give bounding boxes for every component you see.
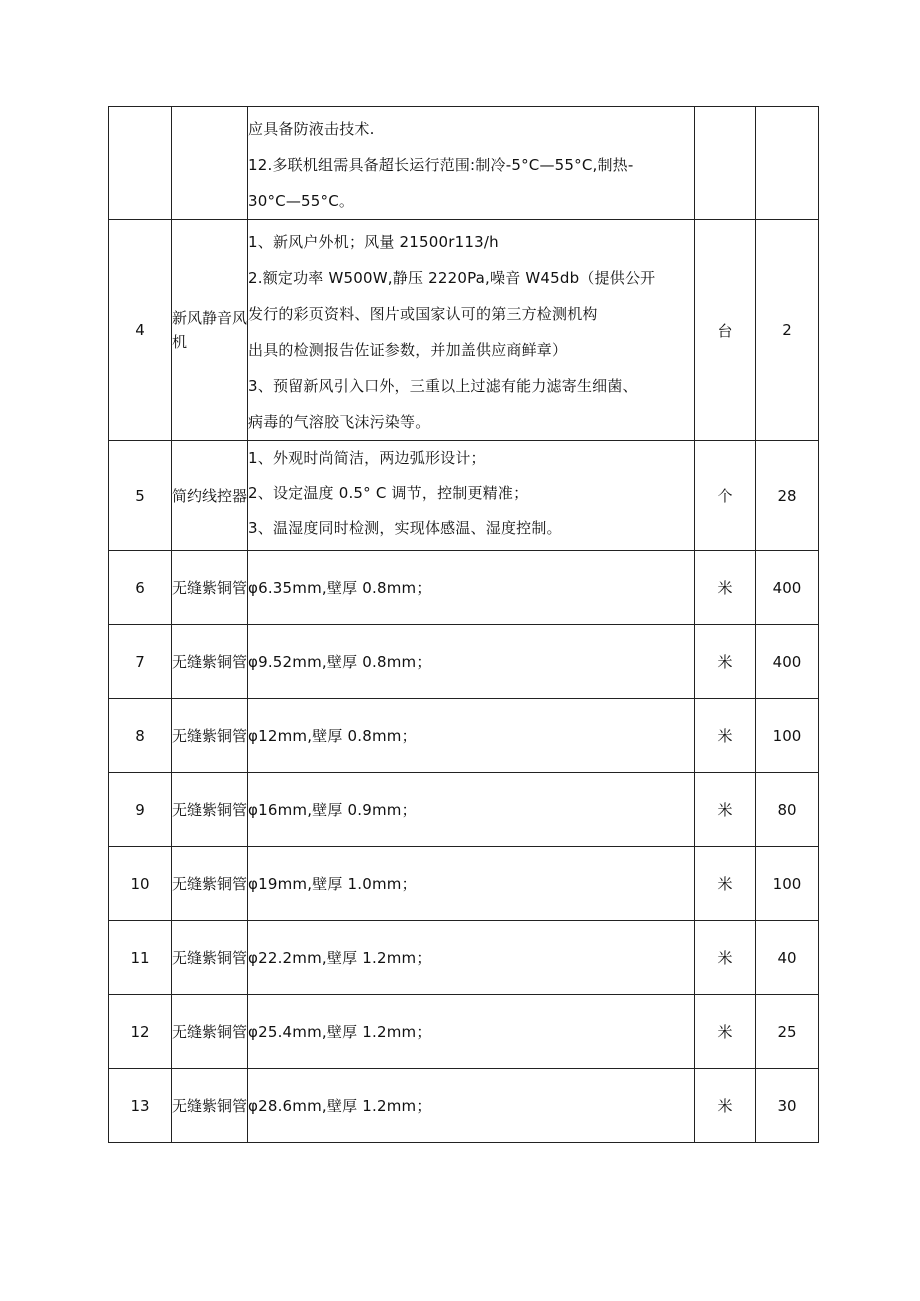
item-specification [248,847,695,921]
spec-line: φ6.35mm,壁厚 0.8mm； [248,578,432,597]
spec-line: 12.多联机组需具备超长运行范围:制冷-5°C—55°C,制热- [248,156,634,174]
table-row [109,441,819,551]
item-specification [248,921,695,995]
item-quantity: 30 [756,1069,819,1143]
item-name [172,107,248,220]
spec-line: φ25.4mm,壁厚 1.2mm； [248,1022,432,1041]
item-unit: 米 [695,551,756,625]
item-number: 5 [109,441,172,551]
item-specification [248,995,695,1069]
item-quantity [756,107,819,220]
item-specification [248,1069,695,1143]
spec-line: φ12mm,壁厚 0.8mm； [248,726,417,745]
item-unit: 米 [695,847,756,921]
table-row [109,107,819,220]
item-unit: 米 [695,921,756,995]
item-unit: 米 [695,995,756,1069]
item-number: 13 [109,1069,172,1143]
item-quantity: 2 [756,220,819,441]
item-name: 无缝紫铜管 [172,699,248,773]
table-row [109,625,819,699]
spec-line: 1、外观时尚简洁，两边弧形设计； [248,449,486,467]
spec-line: 病毒的气溶胶飞沫污染等。 [248,413,431,431]
item-name: 无缝紫铜管 [172,1069,248,1143]
spec-line: 3、温湿度同时检测，实现体感温、湿度控制。 [248,519,562,537]
item-unit [695,107,756,220]
spec-line: 应具备防液击技术. [248,120,375,138]
item-number: 9 [109,773,172,847]
item-specification [248,107,695,220]
table-row [109,551,819,625]
spec-line: φ22.2mm,壁厚 1.2mm； [248,948,432,967]
spec-table-body [109,107,819,1143]
item-unit: 米 [695,773,756,847]
item-unit: 米 [695,625,756,699]
item-number: 8 [109,699,172,773]
item-unit: 台 [695,220,756,441]
table-row [109,995,819,1069]
spec-line: 出具的检测报告佐证参数，并加盖供应商鲜章） [248,341,568,359]
item-name: 新风静音风机 [172,220,248,441]
item-number: 4 [109,220,172,441]
item-specification [248,220,695,441]
item-number: 6 [109,551,172,625]
spec-line: 2.额定功率 W500W,静压 2220Pa,噪音 W45db（提供公开 [248,269,656,287]
item-quantity: 40 [756,921,819,995]
item-specification [248,441,695,551]
item-name: 无缝紫铜管 [172,773,248,847]
table-row [109,220,819,441]
spec-line: 1、新风户外机；风量 21500r113/h [248,233,499,251]
item-quantity: 100 [756,847,819,921]
item-specification [248,551,695,625]
item-quantity: 25 [756,995,819,1069]
item-number: 7 [109,625,172,699]
item-unit: 个 [695,441,756,551]
table-row [109,847,819,921]
item-number [109,107,172,220]
item-name: 简约线控器 [172,441,248,551]
table-row [109,921,819,995]
spec-line: φ9.52mm,壁厚 0.8mm； [248,652,432,671]
item-number: 11 [109,921,172,995]
item-unit: 米 [695,1069,756,1143]
spec-line: φ28.6mm,壁厚 1.2mm； [248,1096,432,1115]
spec-line: 发行的彩页资料、图片或国家认可的第三方检测机构 [248,305,598,323]
item-name: 无缝紫铜管 [172,995,248,1069]
item-number: 10 [109,847,172,921]
item-quantity: 400 [756,551,819,625]
item-quantity: 28 [756,441,819,551]
item-name: 无缝紫铜管 [172,847,248,921]
spec-line: φ16mm,壁厚 0.9mm； [248,800,417,819]
item-specification [248,773,695,847]
item-name: 无缝紫铜管 [172,625,248,699]
item-name: 无缝紫铜管 [172,551,248,625]
item-specification [248,625,695,699]
spec-line: 2、设定温度 0.5° C 调节，控制更精准； [248,484,529,502]
spec-line: 30°C—55°C。 [248,192,355,210]
item-specification [248,699,695,773]
item-quantity: 100 [756,699,819,773]
spec-line: 3、预留新风引入口外，三重以上过滤有能力滤寄生细菌、 [248,377,638,395]
table-row [109,699,819,773]
item-unit: 米 [695,699,756,773]
item-name: 无缝紫铜管 [172,921,248,995]
equipment-spec-table [108,106,819,1143]
item-quantity: 400 [756,625,819,699]
item-number: 12 [109,995,172,1069]
table-row [109,773,819,847]
table-row [109,1069,819,1143]
item-quantity: 80 [756,773,819,847]
spec-line: φ19mm,壁厚 1.0mm； [248,874,417,893]
